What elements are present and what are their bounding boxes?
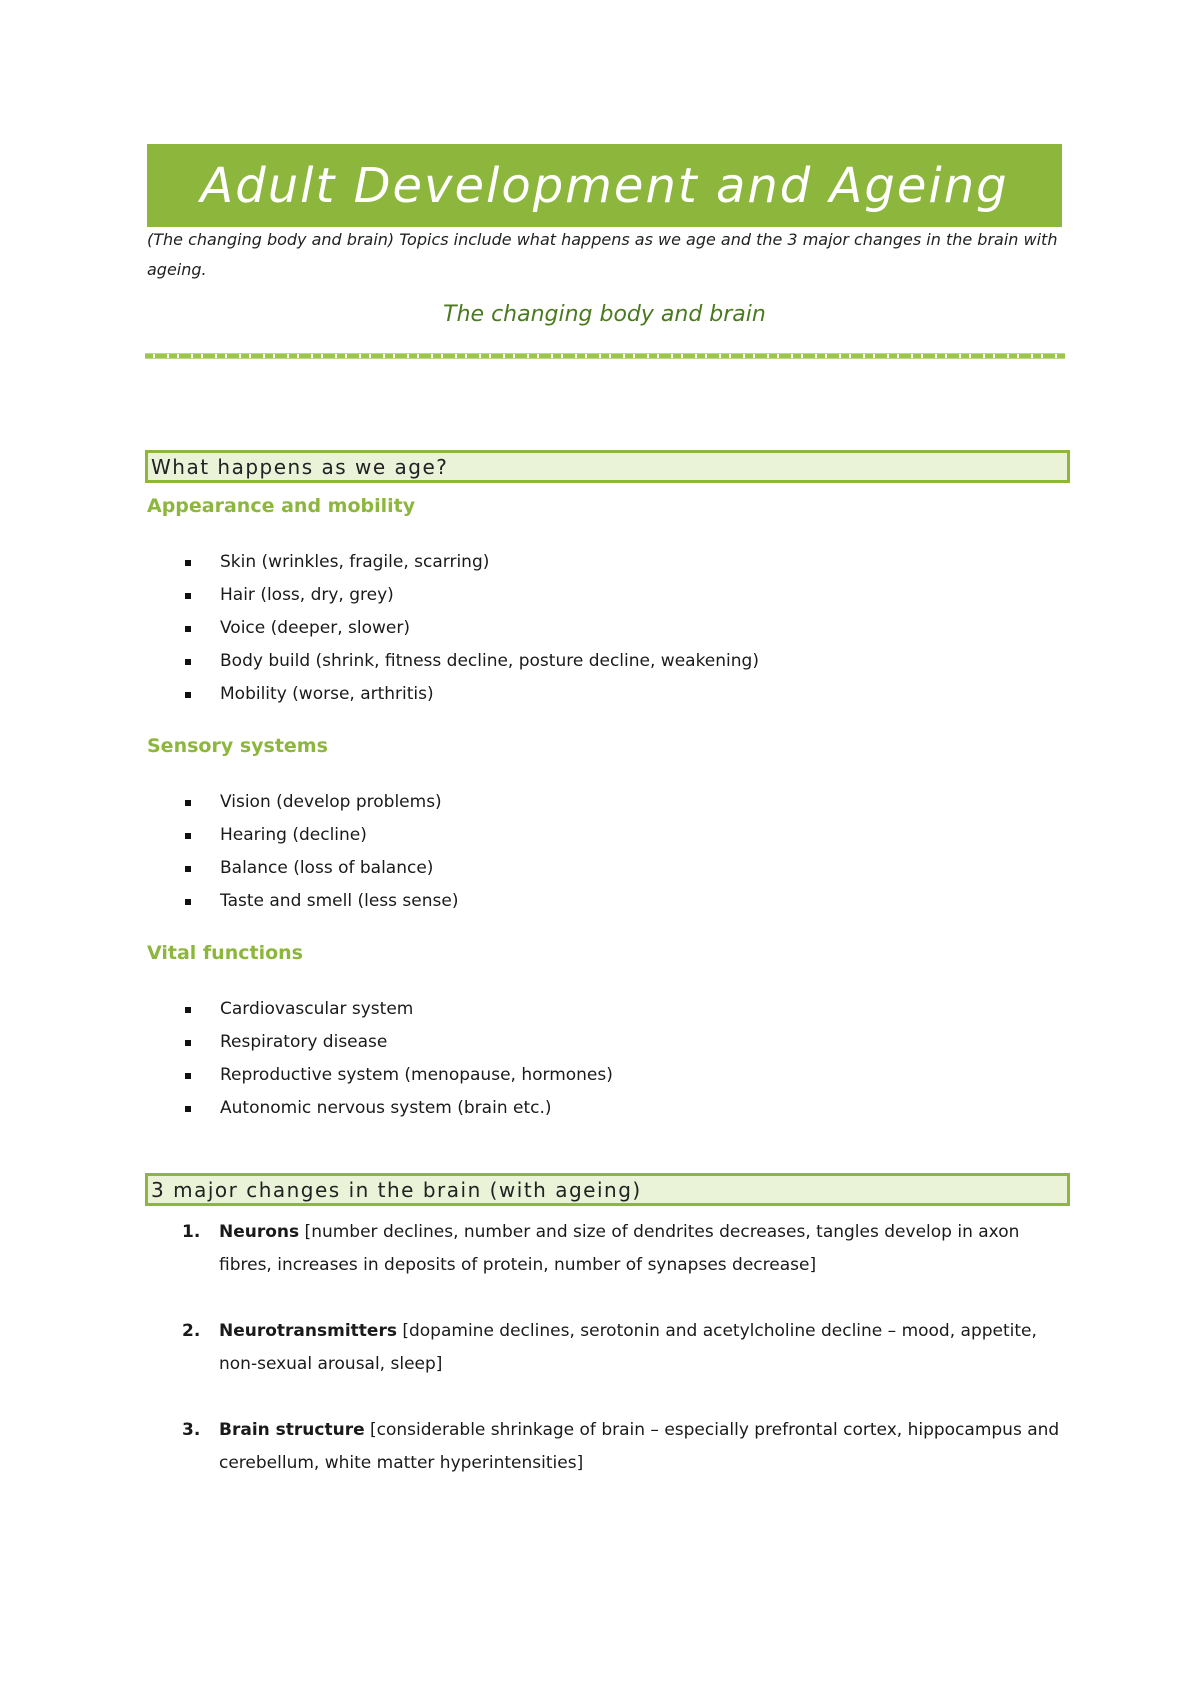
- list-item: [185, 579, 759, 612]
- subhead-vital: Vital functions: [147, 942, 303, 964]
- list-item: [182, 1216, 1062, 1282]
- section-heading-text: 3 major changes in the brain (with ageing): [151, 1177, 642, 1202]
- list-item-text: Body build (shrink, fitness decline, posture decline, weakening): [220, 651, 759, 671]
- bullet-icon: [185, 626, 191, 632]
- list-item-detail: [number declines, number and size of dendrites decreases, tangles develop in axon fibres, increases in deposits of protein, number of synapses decrease]: [219, 1222, 1020, 1275]
- bullet-icon: [185, 1007, 191, 1013]
- list-item-text: Autonomic nervous system (brain etc.): [220, 1098, 552, 1118]
- list-number: 2.: [182, 1321, 201, 1341]
- bullet-icon: [185, 833, 191, 839]
- section-heading-text: What happens as we age?: [151, 454, 449, 479]
- list-number: 1.: [182, 1222, 201, 1242]
- list-appearance: [185, 546, 759, 711]
- list-item-text: [219, 1216, 1062, 1282]
- list-item-text: Balance (loss of balance): [220, 858, 434, 878]
- bullet-icon: [185, 659, 191, 665]
- subhead-sensory: Sensory systems: [147, 735, 328, 757]
- bullet-icon: [185, 866, 191, 872]
- list-item: [185, 612, 759, 645]
- list-item-text: Taste and smell (less sense): [220, 891, 459, 911]
- bullet-icon: [185, 1073, 191, 1079]
- list-item-text: [219, 1315, 1062, 1381]
- list-brain-changes: [182, 1216, 1062, 1513]
- list-item: [185, 819, 458, 852]
- list-item: [185, 993, 613, 1026]
- list-item: [185, 678, 759, 711]
- list-item-text: Respiratory disease: [220, 1032, 388, 1052]
- bullet-icon: [185, 1106, 191, 1112]
- list-item-text: Hair (loss, dry, grey): [220, 585, 394, 605]
- list-item: [182, 1315, 1062, 1381]
- list-item-text: [219, 1414, 1062, 1480]
- list-number: 3.: [182, 1420, 201, 1440]
- bullet-icon: [185, 1040, 191, 1046]
- document-title: Adult Development and Ageing: [200, 157, 1009, 214]
- document-subtitle: The changing body and brain: [443, 302, 766, 327]
- list-item-term: Brain structure: [219, 1420, 365, 1440]
- list-item: [185, 645, 759, 678]
- list-item-text: Reproductive system (menopause, hormones): [220, 1065, 613, 1085]
- divider: [145, 353, 1065, 359]
- list-item-text: Cardiovascular system: [220, 999, 414, 1019]
- list-item-term: Neurons: [219, 1222, 300, 1242]
- list-item: [182, 1414, 1062, 1480]
- list-item-text: Voice (deeper, slower): [220, 618, 410, 638]
- list-item-term: Neurotransmitters: [219, 1321, 397, 1341]
- list-item: [185, 1059, 613, 1092]
- bullet-icon: [185, 800, 191, 806]
- intro-text: (The changing body and brain) Topics include what happens as we age and the 3 major changes in the brain with ageing.: [147, 230, 1058, 279]
- list-item-text: Mobility (worse, arthritis): [220, 684, 434, 704]
- list-item-text: Hearing (decline): [220, 825, 367, 845]
- bullet-icon: [185, 560, 191, 566]
- list-item: [185, 786, 458, 819]
- bullet-icon: [185, 899, 191, 905]
- list-item-text: Skin (wrinkles, fragile, scarring): [220, 552, 490, 572]
- list-item: [185, 885, 458, 918]
- bullet-icon: [185, 593, 191, 599]
- list-item: [185, 546, 759, 579]
- list-item: [185, 852, 458, 885]
- section-heading-what-happens: [145, 450, 1070, 483]
- list-item-detail: [considerable shrinkage of brain – especially prefrontal cortex, hippocampus and cerebellum, white matter hyperintensities]: [219, 1420, 1060, 1473]
- list-sensory: [185, 786, 458, 918]
- list-item: [185, 1026, 613, 1059]
- title-banner: [147, 144, 1062, 227]
- list-item: [185, 1092, 613, 1125]
- list-item-text: Vision (develop problems): [220, 792, 442, 812]
- list-item-detail: [dopamine declines, serotonin and acetylcholine decline – mood, appetite, non-sexual arousal, sleep]: [219, 1321, 1037, 1374]
- subhead-appearance: Appearance and mobility: [147, 495, 416, 517]
- section-heading-brain-changes: [145, 1173, 1070, 1206]
- bullet-icon: [185, 692, 191, 698]
- list-vital: [185, 993, 613, 1125]
